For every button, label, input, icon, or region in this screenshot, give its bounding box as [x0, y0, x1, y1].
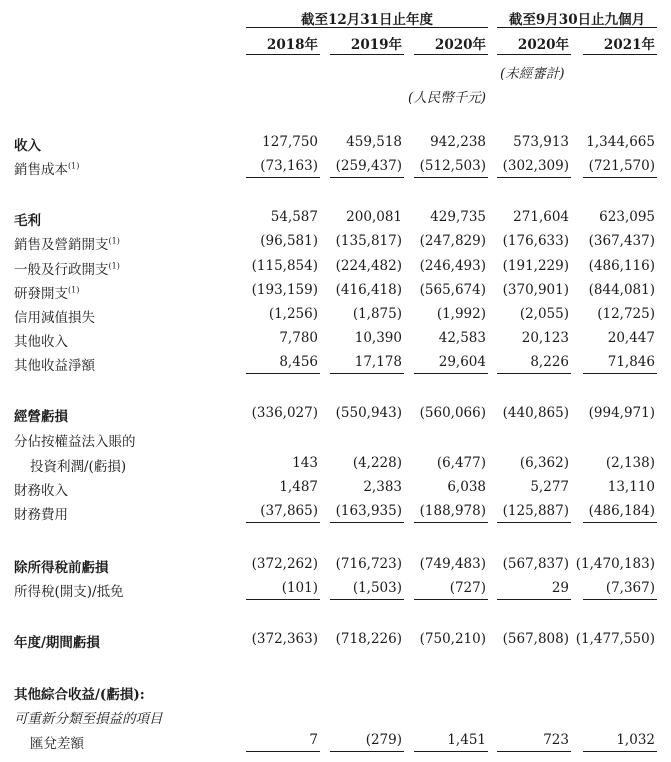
cell: (101)	[281, 580, 318, 596]
cell: (37,865)	[260, 503, 318, 519]
underline	[246, 599, 320, 600]
cell: (512,503)	[419, 158, 486, 174]
cell: (718,226)	[335, 631, 402, 647]
row-label: 銷售成本$^{(1)}$	[14, 161, 80, 178]
year-rule-2021-nm	[583, 54, 657, 55]
cell: 8,226	[530, 354, 569, 370]
row-label: 除所得稅前虧損	[14, 560, 109, 576]
cell: (336,027)	[251, 405, 318, 421]
row-label: 研發開支$^{(1)}$	[14, 285, 80, 302]
underline	[330, 373, 404, 374]
year-2018: 2018年	[266, 37, 318, 53]
underline	[497, 373, 571, 374]
cell: (560,066)	[419, 405, 486, 421]
year-2021-nine-months: 2021年	[603, 37, 655, 53]
row-label: 經營虧損	[14, 409, 68, 425]
row-investment-profit-loss	[0, 455, 671, 475]
cell: (416,418)	[335, 282, 402, 298]
underline	[583, 751, 657, 752]
cell: (2,055)	[519, 306, 569, 322]
cell: (372,363)	[251, 631, 318, 647]
cell: (246,493)	[419, 258, 486, 274]
cell: (163,935)	[335, 503, 402, 519]
cell: 459,518	[346, 134, 402, 150]
cell: (550,943)	[335, 405, 402, 421]
row-operating-loss	[0, 405, 671, 425]
cell: 29,604	[438, 354, 486, 370]
cell: 1,487	[279, 479, 318, 495]
cell: (567,808)	[502, 631, 569, 647]
cell: 8,456	[279, 354, 318, 370]
row-other-gains-net	[0, 354, 671, 374]
cell: (367,437)	[588, 233, 655, 249]
underline	[330, 177, 404, 178]
header-annual-group: 截至12月31日止年度	[300, 12, 434, 28]
note-marker: (1)	[108, 261, 120, 271]
cell: (6,362)	[519, 455, 569, 471]
cell: (259,437)	[335, 158, 402, 174]
row-finance-income	[0, 479, 671, 499]
cell: 623,095	[599, 209, 655, 225]
cell: (176,633)	[502, 233, 569, 249]
row-credit-impairment	[0, 306, 671, 326]
cell: 1,451	[447, 732, 486, 748]
underline	[497, 522, 571, 523]
cell: 271,604	[513, 209, 569, 225]
cell: 20,447	[607, 330, 655, 346]
underline	[583, 599, 657, 600]
cell: (750,210)	[419, 631, 486, 647]
underline	[414, 177, 488, 178]
cell: (247,829)	[419, 233, 486, 249]
row-label: 投資利潤/(虧損)	[30, 459, 127, 475]
cell: 723	[543, 732, 569, 748]
cell: 20,123	[521, 330, 569, 346]
underline	[414, 373, 488, 374]
row-label: 其他綜合收益/(虧損):	[14, 687, 145, 703]
cell: (372,262)	[251, 556, 318, 572]
cell: (2,138)	[605, 455, 655, 471]
cell: (567,837)	[502, 556, 569, 572]
cell: (721,570)	[588, 158, 655, 174]
cell: (1,477,550)	[575, 631, 655, 647]
cell: (224,482)	[335, 258, 402, 274]
row-selling-expenses	[0, 233, 671, 253]
cell: (749,483)	[419, 556, 486, 572]
cell: 200,081	[346, 209, 402, 225]
cell: (994,971)	[588, 405, 655, 421]
cell: (565,674)	[419, 282, 486, 298]
row-label: 收入	[14, 138, 41, 154]
cell: (188,978)	[419, 503, 486, 519]
cell: (1,503)	[352, 580, 402, 596]
cell: (1,470,183)	[575, 556, 655, 572]
cell: (1,992)	[436, 306, 486, 322]
cell: (486,184)	[588, 503, 655, 519]
cell: 7	[309, 732, 318, 748]
cell: (279)	[365, 732, 402, 748]
cell: 942,238	[430, 134, 486, 150]
header-nine-months-group: 截至9月30日止九個月	[508, 12, 646, 28]
cell: (1,875)	[352, 306, 402, 322]
cell: (727)	[449, 580, 486, 596]
cell: 10,390	[354, 330, 402, 346]
cell: (1,256)	[268, 306, 318, 322]
cell: (6,477)	[436, 455, 486, 471]
underline	[583, 177, 657, 178]
unaudited-note: (未經審計)	[500, 66, 565, 82]
cell: 6,038	[447, 479, 486, 495]
cell: (486,116)	[588, 258, 655, 274]
cell: (12,725)	[597, 306, 655, 322]
note-marker: (1)	[108, 236, 120, 246]
cell: (302,309)	[502, 158, 569, 174]
underline	[414, 751, 488, 752]
underline	[497, 599, 571, 600]
cell: (370,901)	[502, 282, 569, 298]
row-label: 年度/期間虧損	[14, 635, 100, 651]
row-admin-expenses	[0, 258, 671, 278]
year-rule-2019	[330, 54, 404, 55]
row-label: 一般及行政開支$^{(1)}$	[14, 261, 120, 278]
underline	[414, 599, 488, 600]
cell: 1,032	[616, 732, 655, 748]
currency-unit: (人民幣千元)	[408, 90, 487, 106]
cell: 429,735	[430, 209, 486, 225]
cell: (7,367)	[605, 580, 655, 596]
cell: 7,780	[279, 330, 318, 346]
header-annual-rule	[246, 27, 488, 28]
row-other-income	[0, 330, 671, 350]
row-label: 可重新分類至損益的項目	[14, 711, 163, 727]
row-label: 其他收益淨額	[14, 358, 95, 374]
cell: (4,228)	[352, 455, 402, 471]
underline	[246, 522, 320, 523]
row-label: 匯兌差額	[30, 736, 84, 752]
row-loss-for-period	[0, 631, 671, 651]
note-marker: (1)	[68, 285, 80, 295]
year-2019: 2019年	[350, 37, 402, 53]
cell: (440,865)	[502, 405, 569, 421]
cell: (125,887)	[502, 503, 569, 519]
row-label: 銷售及營銷開支$^{(1)}$	[14, 236, 120, 253]
row-label: 所得稅(開支)/抵免	[14, 584, 124, 600]
row-income-tax	[0, 580, 671, 600]
cell: 2,383	[363, 479, 402, 495]
row-gross-profit	[0, 209, 671, 229]
cell: 42,583	[438, 330, 486, 346]
cell: 17,178	[354, 354, 402, 370]
note-marker: (1)	[68, 161, 80, 171]
cell: 54,587	[270, 209, 318, 225]
row-rd-expenses	[0, 282, 671, 302]
cell: (844,081)	[588, 282, 655, 298]
year-rule-2018	[246, 54, 320, 55]
row-label: 分佔按權益法入賬的	[14, 434, 136, 450]
cell: (73,163)	[260, 158, 318, 174]
row-label: 其他收入	[14, 334, 68, 350]
header-nine-months-rule	[497, 27, 657, 28]
underline	[497, 177, 571, 178]
underline	[246, 751, 320, 752]
row-label: 財務收入	[14, 483, 68, 499]
row-loss-before-tax	[0, 556, 671, 576]
row-reclassifiable-items	[0, 707, 671, 727]
underline	[497, 751, 571, 752]
row-finance-costs	[0, 503, 671, 523]
cell: (96,581)	[260, 233, 318, 249]
cell: (115,854)	[251, 258, 318, 274]
cell: 573,913	[513, 134, 569, 150]
row-label: 信用減值損失	[14, 310, 95, 326]
underline	[246, 177, 320, 178]
underline	[330, 751, 404, 752]
row-label: 財務費用	[14, 507, 68, 523]
cell: 143	[292, 455, 318, 471]
underline	[330, 522, 404, 523]
underline	[246, 373, 320, 374]
cell: 71,846	[607, 354, 655, 370]
row-cost-of-sales	[0, 158, 671, 178]
cell: 29	[551, 580, 569, 596]
row-label: 毛利	[14, 213, 41, 229]
row-share-of-equity-accounted	[0, 430, 671, 450]
year-2020-nine-months: 2020年	[517, 37, 569, 53]
underline	[330, 599, 404, 600]
row-other-comprehensive	[0, 683, 671, 703]
year-2020: 2020年	[434, 37, 486, 53]
row-exchange-differences	[0, 732, 671, 752]
underline	[414, 522, 488, 523]
year-rule-2020-nm	[497, 54, 571, 55]
cell: (135,817)	[335, 233, 402, 249]
cell: 5,277	[530, 479, 569, 495]
underline	[583, 522, 657, 523]
year-rule-2020	[414, 54, 488, 55]
underline	[583, 373, 657, 374]
cell: 1,344,665	[586, 134, 655, 150]
row-revenue	[0, 134, 671, 154]
cell: 127,750	[262, 134, 318, 150]
cell: (716,723)	[335, 556, 402, 572]
cell: (193,159)	[251, 282, 318, 298]
cell: (191,229)	[502, 258, 569, 274]
cell: 13,110	[607, 479, 655, 495]
